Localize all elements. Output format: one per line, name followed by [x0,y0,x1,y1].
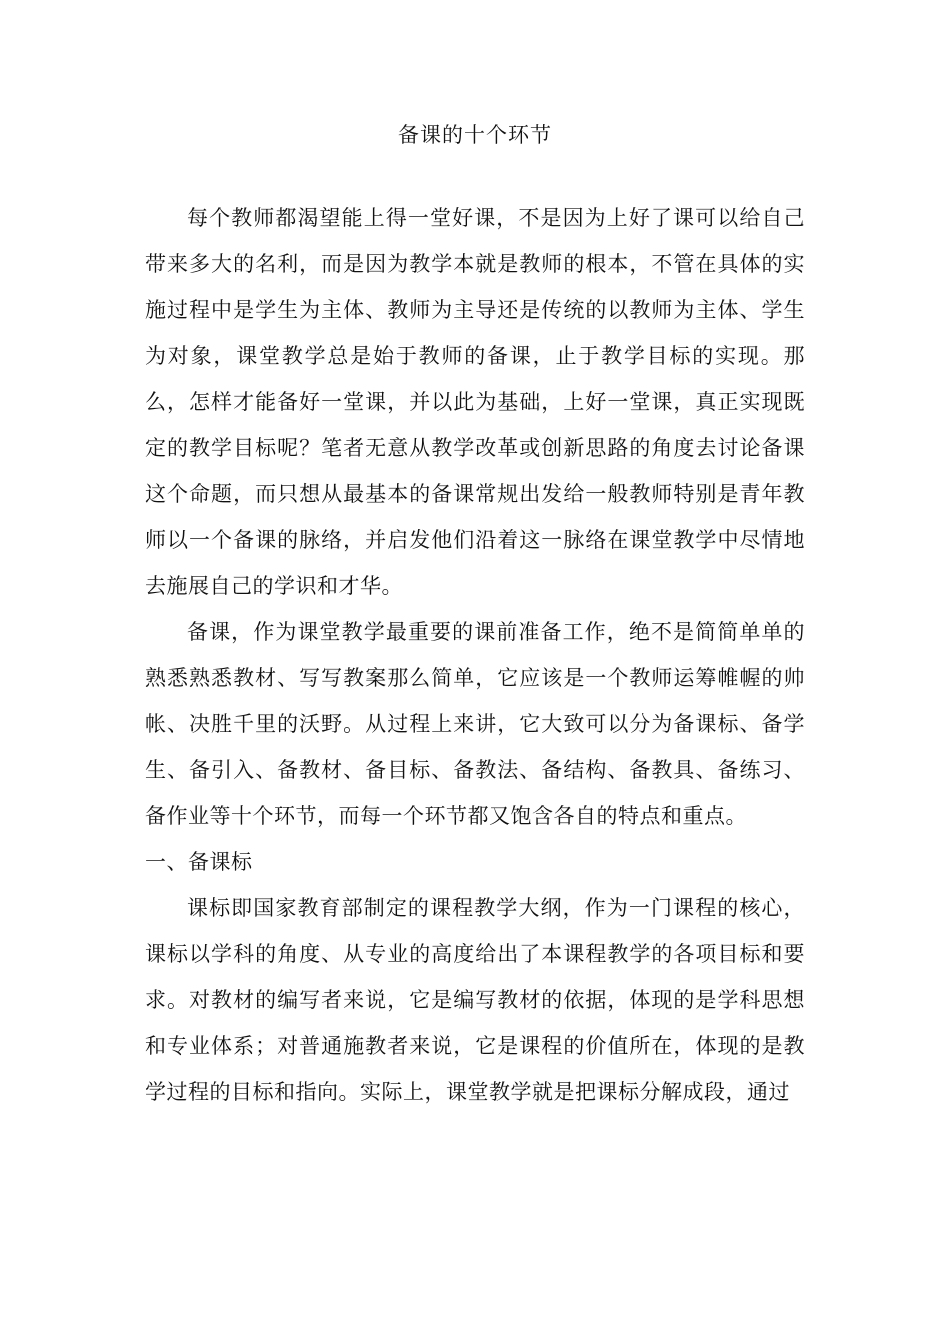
paragraph-curriculum-standard: 课标即国家教育部制定的课程教学大纲，作为一门课程的核心，课标以学科的角度、从专业的高度给出了本课程教学的各项目标和要求。对教材的编写者来说，它是编写教材的依据，体现的是学科思想和专业体系；对普通施教者来说，它是课程的价值所在，体现的是教学过程的目标和指向。实际上，课堂教学就是把课标分解成段，通过 [145,896,805,1104]
document-body [145,195,805,1115]
section-heading: 一、备课标 [145,850,253,874]
paragraph-intro: 每个教师都渴望能上得一堂好课，不是因为上好了课可以给自己带来多大的名利，而是因为教学本就是教师的根本，不管在具体的实施过程中是学生为主体、教师为主导还是传统的以教师为主体、学生为对象，课堂教学总是始于教师的备课，止于教学目标的实现。那么，怎样才能备好一堂课，并以此为基础，上好一堂课，真正实现既定的教学目标呢？笔者无意从教学改革或创新思路的角度去讨论备课这个命题，而只想从最基本的备课常规出发给一般教师特别是青年教师以一个备课的脉络，并启发他们沿着这一脉络在课堂教学中尽情地去施展自己的学识和才华。 [145,206,805,598]
paragraph-overview: 备课，作为课堂教学最重要的课前准备工作，绝不是简简单单的熟悉熟悉教材、写写教案那么简单，它应该是一个教师运筹帷幄的帅帐、决胜千里的沃野。从过程上来讲，它大致可以分为备课标、备学生、备引入、备教材、备目标、备教法、备结构、备教具、备练习、备作业等十个环节，而每一个环节都又饱含各自的特点和重点。 [145,620,805,828]
document-title: 备课的十个环节 [398,123,552,147]
